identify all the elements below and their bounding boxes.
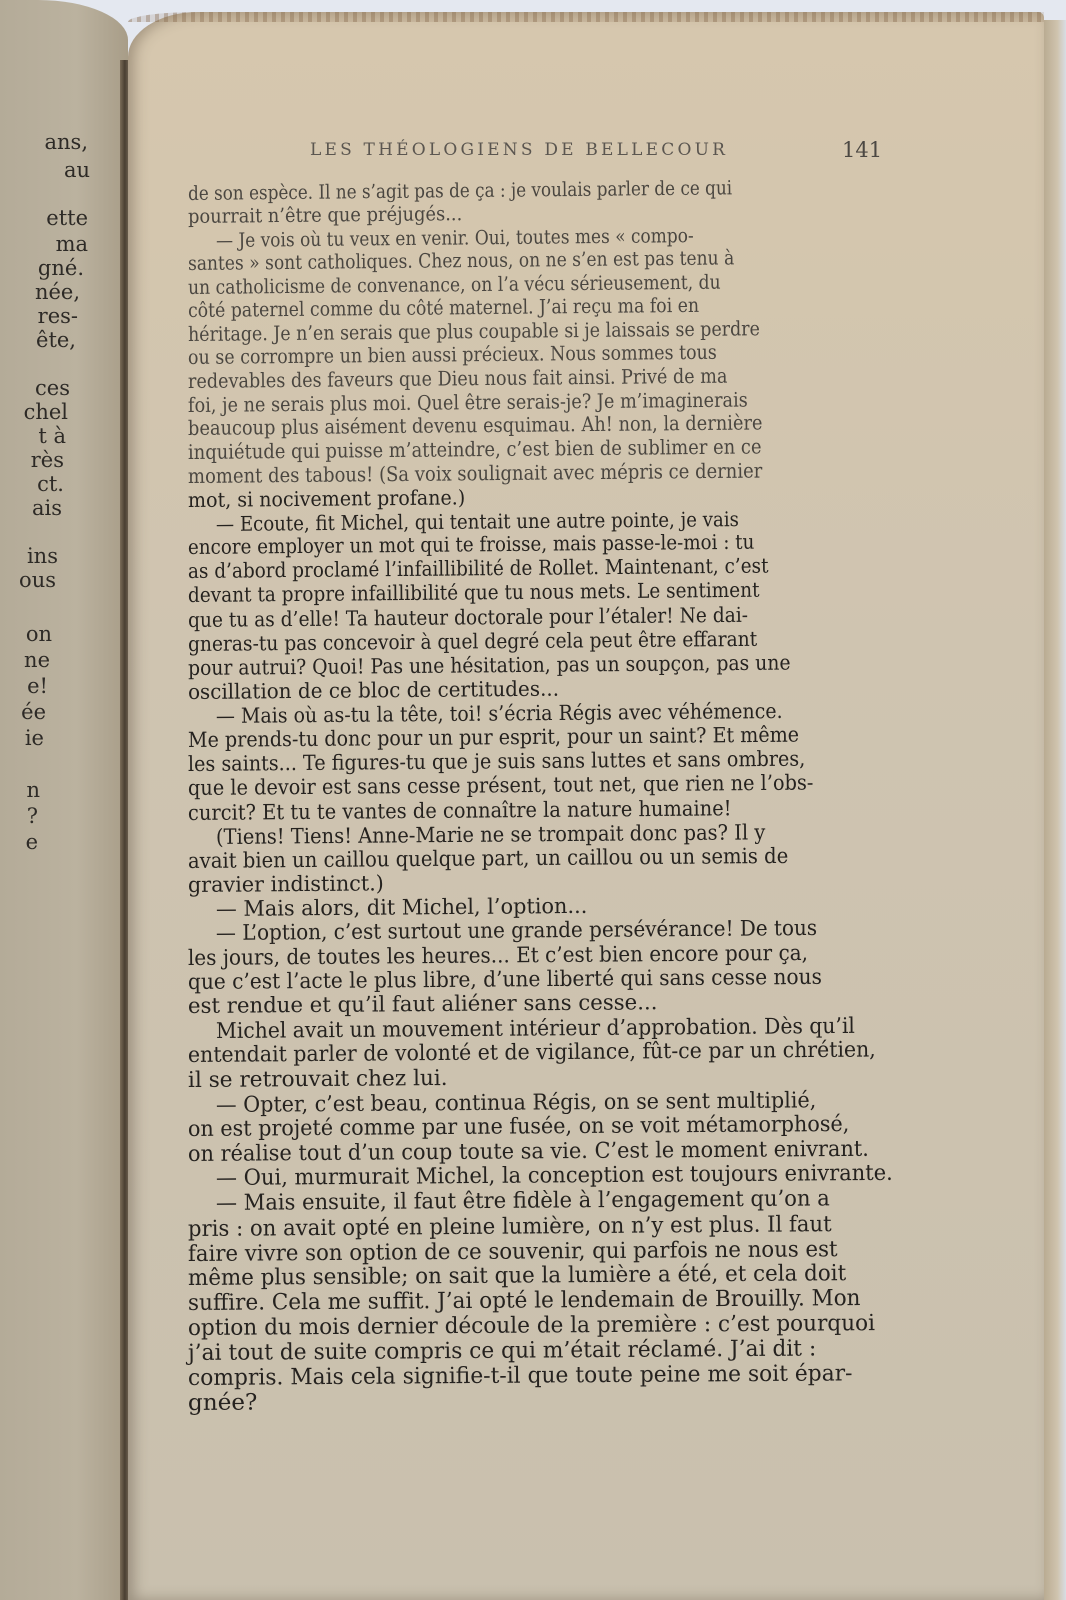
text-line: il se retrouvait chez lui. [187, 1065, 448, 1093]
left-page-fragment: ct. [37, 472, 64, 496]
text-line: moment des tabous! (Sa voix soulignait avec mépris ce dernier [187, 458, 763, 488]
text-line: encore employer un mot qui te froisse, mais passe-le-moi : tu [187, 529, 755, 560]
page-number: 141 [842, 138, 883, 162]
text-line: on est projeté comme par une fusée, on se voit métamorphosé, [187, 1112, 850, 1143]
text-line: héritage. Je n’en serais que plus coupable si je laissais se perdre [187, 317, 760, 346]
text-line: foi, je ne serais plus moi. Quel être serais-je? Je m’imaginerais [187, 387, 748, 417]
left-page-fragment: ces [35, 376, 70, 400]
text-line: pourrait n’être que préjugés... [187, 202, 463, 229]
text-line: — Ecoute, fit Michel, qui tentait une autre pointe, je vais [215, 506, 739, 536]
text-line: curcit? Et tu te vantes de connaître la nature humaine! [187, 794, 732, 825]
text-line: — Mais alors, dit Michel, l’option... [215, 893, 588, 922]
left-page-fragment: ma [55, 232, 88, 256]
left-page-fragment: ête, [36, 328, 76, 352]
text-line: Me prends-tu donc pour un pur esprit, pour un saint? Et même [187, 722, 800, 753]
left-page-fragment: rès [30, 448, 64, 472]
text-line: pris : on avait opté en pleine lumière, on n’y est plus. Il faut [187, 1210, 832, 1242]
text-line: — Oui, murmurait Michel, la conception est toujours enivrante. [215, 1161, 893, 1192]
text-line: est rendue et qu’il faut aliéner sans cesse... [187, 990, 658, 1020]
text-line: que c’est l’acte le plus libre, d’une liberté qui sans cesse nous [187, 964, 822, 995]
text-line: inquiétude qui puisse m’atteindre, c’est bien de sublimer en ce [187, 434, 762, 465]
text-line: oscillation de ce bloc de certitudes... [187, 676, 560, 704]
text-line: les jours, de toutes les heures... Et c’est bien encore pour ça, [187, 940, 809, 971]
text-line: que tu as d’elle! Ta hauteur doctorale pour l’étaler! Ne dai- [187, 602, 749, 632]
text-line: — Mais où as-tu la tête, toi! s’écria Régis avec véhémence. [215, 699, 783, 729]
text-line: même plus sensible; on sait que la lumière a été, et cela doit [187, 1260, 847, 1292]
text-line: compris. Mais cela signifie-t-il que toute peine me soit épar- [187, 1360, 853, 1391]
left-page-fragment: gné. [37, 256, 84, 280]
text-line: (Tiens! Tiens! Anne-Marie ne se trompait donc pas? Il y [215, 819, 766, 849]
left-page-fragment: ins [26, 544, 58, 568]
text-line: pour autrui? Quoi! Pas une hésitation, pas un soupçon, pas une [187, 650, 791, 680]
text-line: — Je vois où tu veux en venir. Oui, toutes mes « compo- [215, 223, 694, 252]
left-page-fragment: née, [34, 280, 80, 304]
text-line: santes » sont catholiques. Chez nous, on ne s’en est pas tenu à [187, 246, 735, 276]
text-line: avait bien un caillou quelque part, un caillou ou un semis de [187, 842, 789, 874]
text-line: ou se corrompre un bien aussi précieux. Nous sommes tous [187, 341, 717, 370]
text-line: redevables des faveurs que Dieu nous fait ainsi. Privé de ma [187, 363, 728, 394]
left-page-fragment: ie [24, 726, 44, 750]
text-line: côté paternel comme du côté maternel. J’ai reçu ma foi en [187, 294, 700, 323]
text-line: — Opter, c’est beau, continua Régis, on se sent multiplié, [215, 1087, 817, 1118]
left-page-fragment: n [26, 778, 40, 802]
body-text [187, 176, 988, 1416]
left-page-fragment: ée [21, 700, 46, 724]
left-page-fragment: ous [19, 568, 56, 592]
left-page-fragment: on [25, 622, 52, 646]
left-page-fragment: e! [27, 674, 48, 698]
left-page-fragment: ais [31, 496, 62, 520]
text-line: un catholicisme de convenance, on l’a vécu sérieusement, du [187, 270, 721, 299]
text-line: entendait parler de volonté et de vigilance, fût-ce par un chrétien, [187, 1037, 876, 1069]
text-line: — Mais ensuite, il faut être fidèle à l’engagement qu’on a [215, 1186, 830, 1217]
text-line: — L’option, c’est surtout une grande persévérance! De tous [215, 916, 818, 947]
text-line: on réalise tout d’un coup toute sa vie. C’est le moment enivrant. [187, 1136, 869, 1167]
left-page-fragment: au [63, 158, 90, 182]
text-line: suffire. Cela me suffit. J’ai opté le lendemain de Brouilly. Mon [187, 1285, 861, 1317]
left-page-fragment: ne [24, 648, 50, 672]
text-line: mot, si nocivement profane.) [187, 485, 466, 512]
text-line: beaucoup plus aisément devenu esquimau. Ah! non, la dernière [187, 410, 763, 441]
text-line: j’ai tout de suite compris ce qui m’était réclamé. J’ai dit : [187, 1335, 817, 1366]
text-line: gnée? [187, 1389, 258, 1416]
left-page-fragment: chel [23, 400, 68, 424]
text-line: faire vivre son option de ce souvenir, qui parfois ne nous est [187, 1235, 838, 1267]
text-line: que le devoir est sans cesse présent, tout net, que rien ne l’obs- [187, 770, 814, 801]
text-line: as d’abord proclamé l’infaillibilité de Rollet. Maintenant, c’est [187, 553, 769, 584]
text-line: option du mois dernier découle de la première : c’est pourquoi [187, 1310, 876, 1342]
text-line: gneras-tu pas concevoir à quel degré cela peut être effarant [187, 626, 758, 656]
text-line: devant ta propre infaillibilité que tu nous mets. Le sentiment [187, 577, 760, 608]
running-head: LES THÉOLOGIENS DE BELLECOUR [310, 140, 729, 160]
left-page-fragment: ? [26, 804, 38, 828]
text-line: gravier indistinct.) [187, 870, 384, 898]
left-page-fragment: e [25, 830, 38, 854]
text-line: les saints... Te figures-tu que je suis sans luttes et sans ombres, [187, 746, 806, 777]
left-page-fragment: ette [46, 206, 88, 230]
text-line: de son espèce. Il ne s’agit pas de ça : je voulais parler de ce qui [187, 176, 733, 205]
left-page-fragment: ans, [44, 130, 88, 154]
page-edge [1044, 20, 1066, 1600]
left-page [0, 0, 128, 1600]
left-page-fragment: res- [37, 304, 78, 328]
text-line: Michel avait un mouvement intérieur d’approbation. Dès qu’il [215, 1013, 855, 1044]
left-page-fragment: t à [38, 424, 66, 448]
